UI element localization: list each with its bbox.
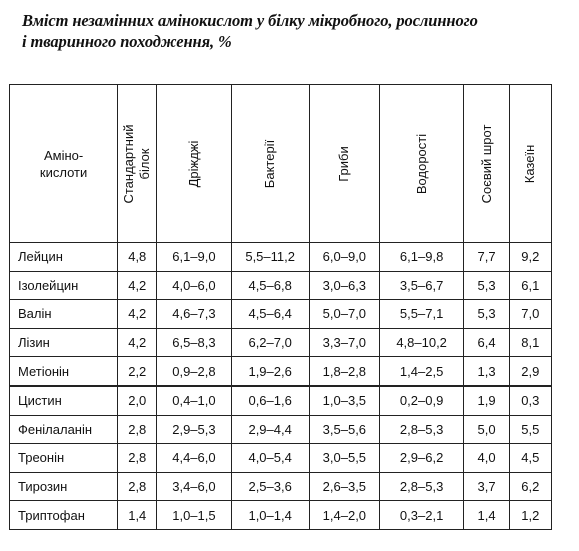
table-title-line-1: Вміст незамінних амінокислот у білку мікробного, рослинного [22, 11, 478, 30]
table-cell: 5,0–7,0 [309, 300, 379, 329]
table-cell: 2,9 [509, 357, 551, 386]
table-cell: 4,4–6,0 [157, 444, 231, 473]
table-cell: 2,8 [118, 444, 157, 473]
row-amino-acid-name: Лізин [10, 328, 118, 357]
header-column-line-1: Стандартний [121, 123, 137, 204]
table-cell: 6,1–9,0 [157, 243, 231, 272]
table-cell: 4,2 [118, 328, 157, 357]
table-cell: 2,2 [118, 357, 157, 386]
table-cell: 4,8 [118, 243, 157, 272]
table-row [10, 328, 552, 357]
table-cell: 2,8 [118, 472, 157, 501]
table-row [10, 243, 552, 272]
table-cell: 2,8 [118, 415, 157, 444]
table-cell: 1,0–3,5 [309, 386, 379, 415]
header-column-label: Соєвий шрот [478, 124, 494, 203]
table-cell: 2,8–5,3 [379, 472, 463, 501]
table-cell: 1,9 [464, 386, 509, 415]
table-cell: 1,3 [464, 357, 509, 386]
amino-acid-table [9, 84, 552, 530]
table-cell: 1,0–1,5 [157, 501, 231, 530]
table-cell: 1,4 [118, 501, 157, 530]
header-column [231, 85, 309, 243]
table-cell: 6,4 [464, 328, 509, 357]
table-cell: 4,2 [118, 300, 157, 329]
table-cell: 0,9–2,8 [157, 357, 231, 386]
table-cell: 4,5–6,4 [231, 300, 309, 329]
table-cell: 1,8–2,8 [309, 357, 379, 386]
table-cell: 3,4–6,0 [157, 472, 231, 501]
table-cell: 5,3 [464, 271, 509, 300]
table-cell: 1,2 [509, 501, 551, 530]
table-cell: 7,0 [509, 300, 551, 329]
row-amino-acid-name: Фенілаланін [10, 415, 118, 444]
table-cell: 9,2 [509, 243, 551, 272]
table-row [10, 357, 552, 386]
row-amino-acid-name: Метіонін [10, 357, 118, 386]
table-cell: 3,3–7,0 [309, 328, 379, 357]
row-amino-acid-name: Ізолейцин [10, 271, 118, 300]
table-cell: 4,6–7,3 [157, 300, 231, 329]
table-cell: 3,0–5,5 [309, 444, 379, 473]
table-cell: 3,7 [464, 472, 509, 501]
row-amino-acid-name: Треонін [10, 444, 118, 473]
row-amino-acid-name: Цистин [10, 386, 118, 415]
table-cell: 6,1–9,8 [379, 243, 463, 272]
table-cell: 1,4–2,0 [309, 501, 379, 530]
table-cell: 0,6–1,6 [231, 386, 309, 415]
table-cell: 4,2 [118, 271, 157, 300]
row-amino-acid-name: Валін [10, 300, 118, 329]
table-cell: 5,5 [509, 415, 551, 444]
table-cell: 1,4–2,5 [379, 357, 463, 386]
table-cell: 2,8–5,3 [379, 415, 463, 444]
table-cell: 5,0 [464, 415, 509, 444]
table-cell: 7,7 [464, 243, 509, 272]
table-cell: 5,3 [464, 300, 509, 329]
table-cell: 0,4–1,0 [157, 386, 231, 415]
table-cell: 4,5–6,8 [231, 271, 309, 300]
table-cell: 1,0–1,4 [231, 501, 309, 530]
header-column-label: Казеїн [522, 144, 538, 183]
header-row [10, 85, 552, 243]
header-amino-acids-line-2: кислоти [39, 164, 88, 180]
table-title-line-2: і тваринного походження, % [22, 32, 232, 51]
table-cell: 6,2–7,0 [231, 328, 309, 357]
row-amino-acid-name: Триптофан [10, 501, 118, 530]
table-title [22, 10, 572, 52]
table-cell: 2,5–3,6 [231, 472, 309, 501]
table-cell: 6,1 [509, 271, 551, 300]
table-cell: 5,5–7,1 [379, 300, 463, 329]
header-column [118, 85, 157, 243]
table-row [10, 386, 552, 415]
table-cell: 4,0 [464, 444, 509, 473]
table-cell: 1,4 [464, 501, 509, 530]
table-cell: 2,9–4,4 [231, 415, 309, 444]
table-cell: 4,8–10,2 [379, 328, 463, 357]
header-column [379, 85, 463, 243]
table-cell: 3,5–6,7 [379, 271, 463, 300]
table-cell: 2,9–5,3 [157, 415, 231, 444]
table-cell: 3,0–6,3 [309, 271, 379, 300]
table-row [10, 415, 552, 444]
table-cell: 3,5–5,6 [309, 415, 379, 444]
row-amino-acid-name: Лейцин [10, 243, 118, 272]
table-cell: 0,3 [509, 386, 551, 415]
header-column [464, 85, 509, 243]
table-cell: 6,0–9,0 [309, 243, 379, 272]
row-amino-acid-name: Тирозин [10, 472, 118, 501]
table-row [10, 300, 552, 329]
table-cell: 2,6–3,5 [309, 472, 379, 501]
table-cell: 4,0–5,4 [231, 444, 309, 473]
header-column-label: Гриби [336, 145, 352, 182]
header-column-label: Бактерії [262, 139, 278, 188]
header-column [509, 85, 551, 243]
table-cell: 4,0–6,0 [157, 271, 231, 300]
table-cell: 4,5 [509, 444, 551, 473]
header-column [157, 85, 231, 243]
header-column-label: Водорості [413, 133, 429, 194]
table-cell: 1,9–2,6 [231, 357, 309, 386]
header-column-label: Дріжджі [185, 140, 201, 187]
table-row [10, 472, 552, 501]
table-cell: 8,1 [509, 328, 551, 357]
table-cell: 2,9–6,2 [379, 444, 463, 473]
table-cell: 0,3–2,1 [379, 501, 463, 530]
header-amino-acids [10, 85, 118, 243]
table-cell: 2,0 [118, 386, 157, 415]
table-cell: 0,2–0,9 [379, 386, 463, 415]
header-amino-acids-line-1: Аміно- [43, 147, 84, 163]
table-row [10, 271, 552, 300]
header-column-line-2: білок [137, 148, 153, 179]
table-cell: 6,2 [509, 472, 551, 501]
table-row [10, 444, 552, 473]
table-row [10, 501, 552, 530]
table-cell: 6,5–8,3 [157, 328, 231, 357]
table-cell: 5,5–11,2 [231, 243, 309, 272]
header-column [309, 85, 379, 243]
